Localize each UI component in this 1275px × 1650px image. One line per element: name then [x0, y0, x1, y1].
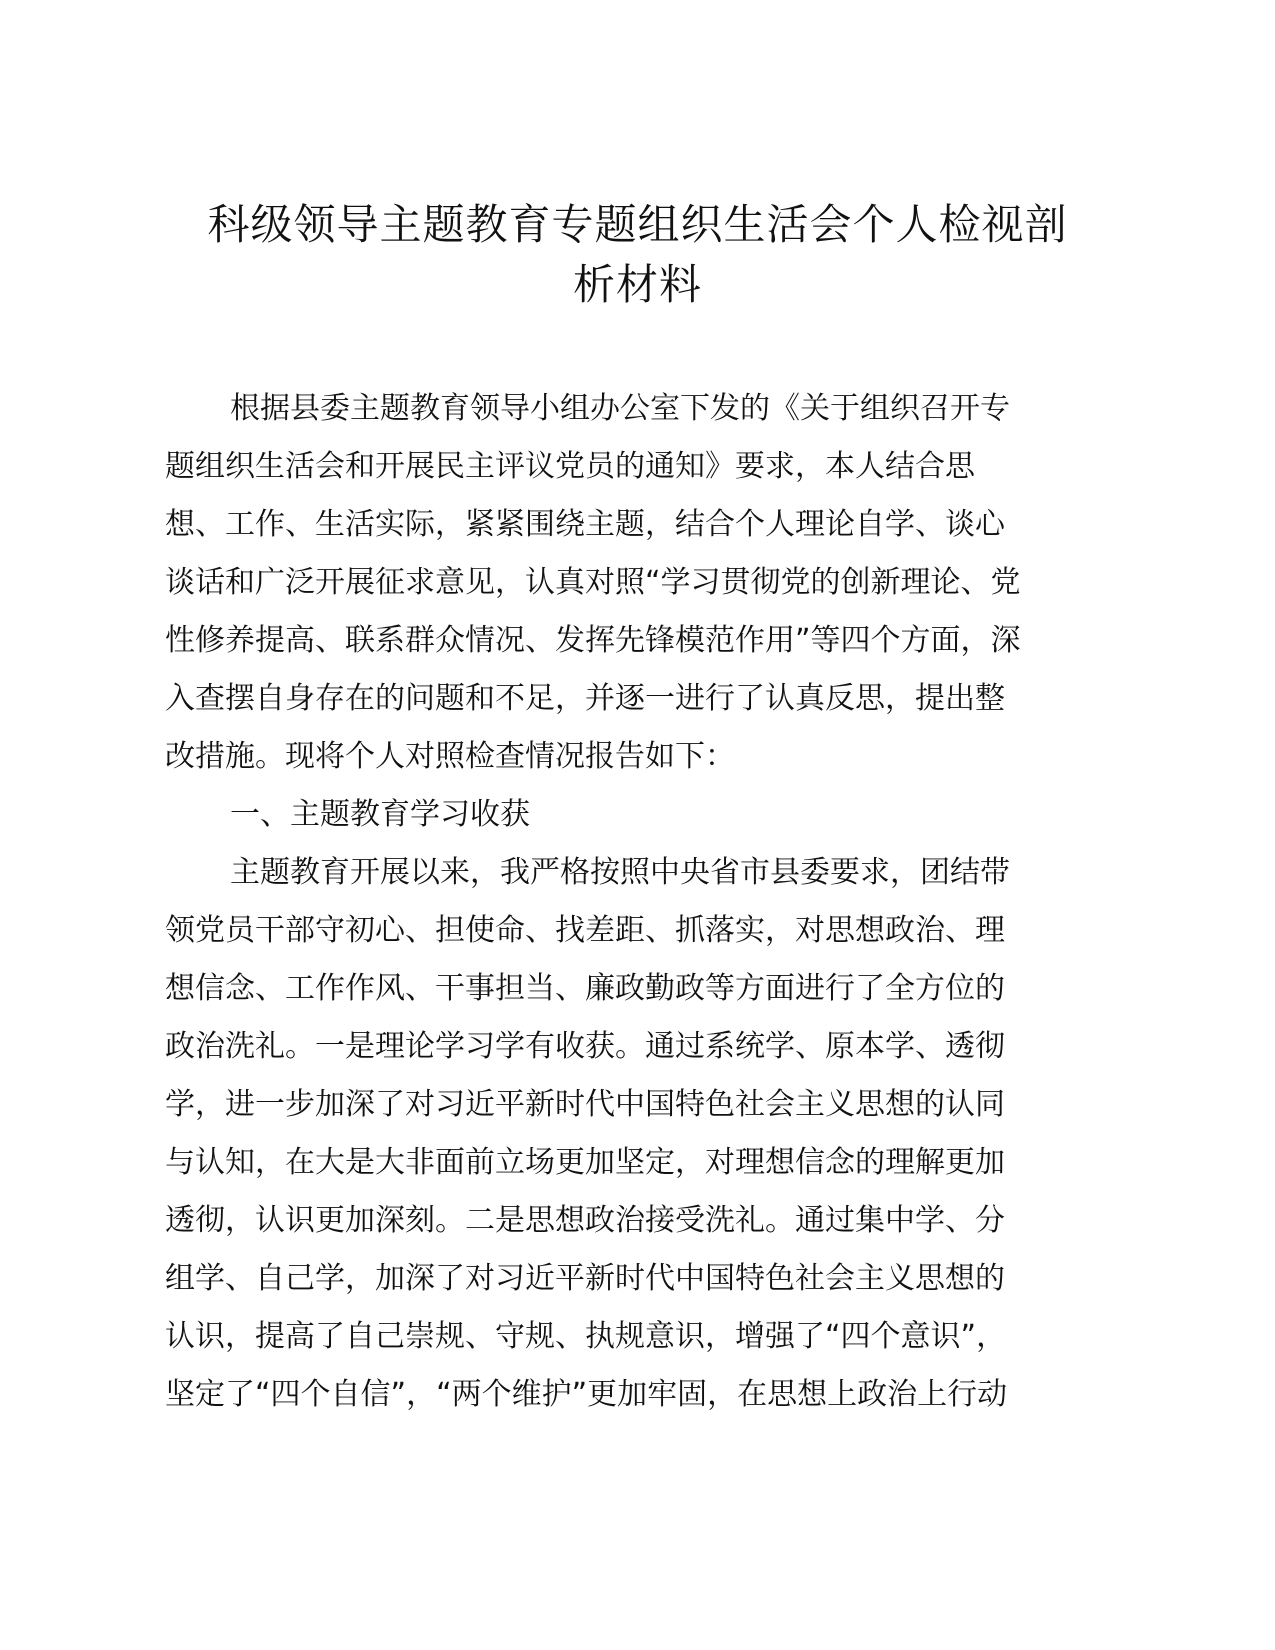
paragraph-line: 与认知，在大是大非面前立场更加坚定，对理想信念的理解更加: [165, 1145, 1005, 1180]
paragraph-intro: [165, 380, 1120, 786]
paragraph-line: 谈话和广泛开展征求意见，认真对照“学习贯彻党的创新理论、党: [165, 565, 1021, 600]
title-line: 科级领导主题教育专题组织生活会个人检视剖: [207, 200, 1068, 249]
section-heading: [165, 786, 1120, 844]
section-heading-text: 一、主题教育学习收获: [230, 797, 530, 832]
paragraph-harvest: [165, 844, 1120, 1424]
title-line: 析材料: [572, 260, 702, 309]
paragraph-line: 想、工作、生活实际，紧紧围绕主题，结合个人理论自学、谈心: [165, 507, 1005, 542]
paragraph-line: 入查摆自身存在的问题和不足，并逐一进行了认真反思，提出整: [165, 681, 1005, 716]
paragraph-line: 性修养提高、联系群众情况、发挥先锋模范作用”等四个方面，深: [165, 623, 1021, 658]
paragraph-line: 认识，提高了自己崇规、守规、执规意识，增强了“四个意识”，: [165, 1319, 1007, 1354]
document-body: [165, 380, 1120, 1424]
paragraph-line: 根据县委主题教育领导小组办公室下发的《关于组织召开专: [230, 391, 1010, 426]
paragraph-line: 组学、自己学，加深了对习近平新时代中国特色社会主义思想的: [165, 1261, 1005, 1296]
paragraph-line: 坚定了“四个自信”，“两个维护”更加牢固，在思想上政治上行动: [165, 1377, 1008, 1412]
paragraph-line: 主题教育开展以来，我严格按照中央省市县委要求，团结带: [230, 855, 1010, 890]
paragraph-line: 透彻，认识更加深刻。二是思想政治接受洗礼。通过集中学、分: [165, 1203, 1005, 1238]
paragraph-line: 想信念、工作作风、干事担当、廉政勤政等方面进行了全方位的: [165, 971, 1005, 1006]
paragraph-line: 政治洗礼。一是理论学习学有收获。通过系统学、原本学、透彻: [165, 1029, 1005, 1064]
paragraph-line: 领党员干部守初心、担使命、找差距、抓落实，对思想政治、理: [165, 913, 1005, 948]
paragraph-line: 改措施。现将个人对照检查情况报告如下：: [165, 739, 735, 774]
paragraph-line: 学，进一步加深了对习近平新时代中国特色社会主义思想的认同: [165, 1087, 1005, 1122]
paragraph-line: 题组织生活会和开展民主评议党员的通知》要求，本人结合思: [165, 449, 975, 484]
document-title: [160, 195, 1115, 315]
